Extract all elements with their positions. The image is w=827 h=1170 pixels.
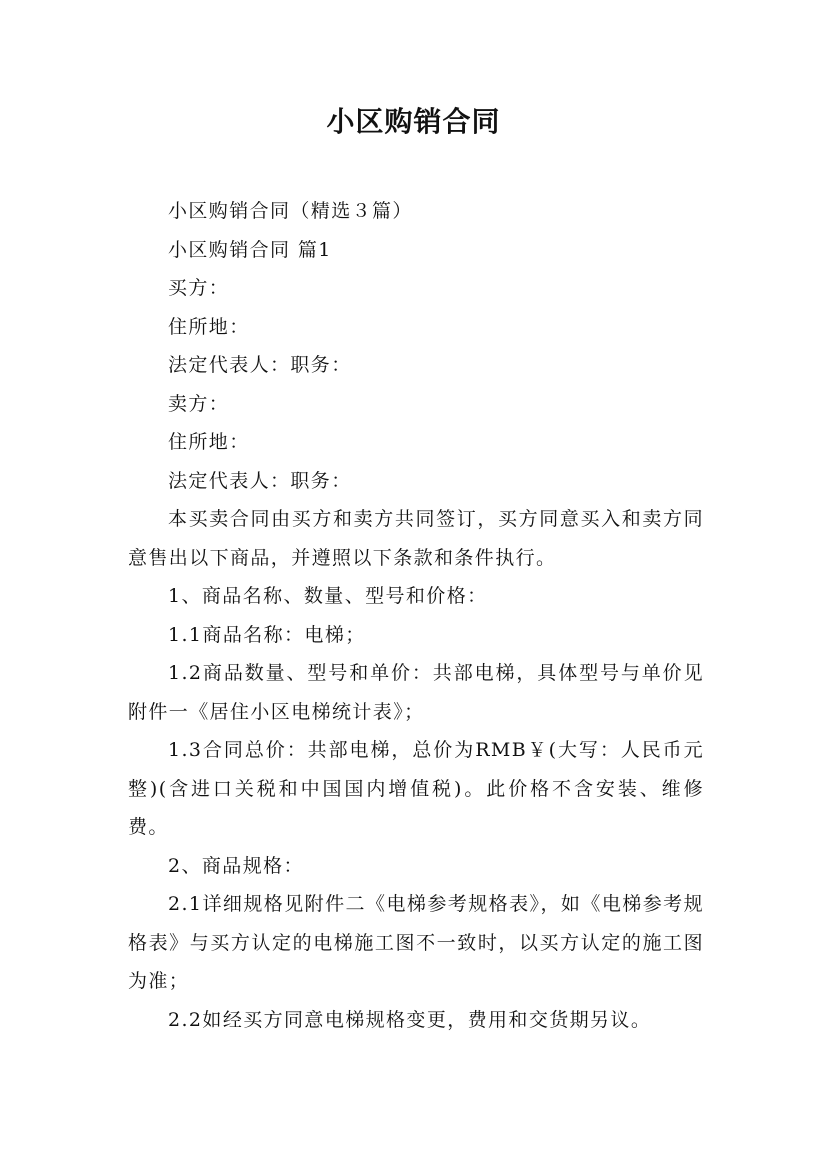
- paragraph-clause-2-1: 2.1详细规格见附件二《电梯参考规格表》，如《电梯参考规格表》与买方认定的电梯施工图不一致时，以买方认定的施工图为准；: [128, 893, 704, 992]
- paragraph-seller-representative: 法定代表人：职务：: [168, 469, 352, 492]
- paragraph-section-heading: 小区购销合同 篇1: [168, 238, 332, 261]
- paragraph-clause-1: 1、商品名称、数量、型号和价格：: [168, 585, 488, 607]
- paragraph-clause-1-1: 1.1商品名称：电梯；: [168, 623, 366, 646]
- paragraph-clause-1-2: 1.2商品数量、型号和单价：共部电梯，具体型号与单价见附件一《居住小区电梯统计表》；: [128, 662, 704, 723]
- paragraph-clause-2-2: 2.2如经买方同意电梯规格变更，费用和交货期另议。: [168, 1008, 652, 1031]
- paragraph-buyer-address: 住所地：: [168, 315, 250, 338]
- paragraph-subtitle: 小区购销合同（精选３篇）: [168, 200, 413, 222]
- paragraph-buyer-representative: 法定代表人：职务：: [168, 354, 352, 376]
- paragraph-clause-1-3: 1.3合同总价：共部电梯，总价为RMB￥(大写：人民币元整)(含进口关税和中国国内增值税)。此价格不含安装、维修费。: [128, 739, 704, 838]
- document-body: [128, 192, 704, 1039]
- paragraph-seller-address: 住所地：: [168, 431, 250, 453]
- document-title: 小区购销合同: [326, 105, 501, 138]
- paragraph-intro: 本买卖合同由买方和卖方共同签订，买方同意买入和卖方同意售出以下商品，并遵照以下条款和条件执行。: [128, 508, 704, 569]
- paragraph-buyer: 买方：: [168, 277, 230, 299]
- paragraph-clause-2: 2、商品规格：: [168, 854, 304, 877]
- paragraph-seller: 卖方：: [168, 392, 230, 415]
